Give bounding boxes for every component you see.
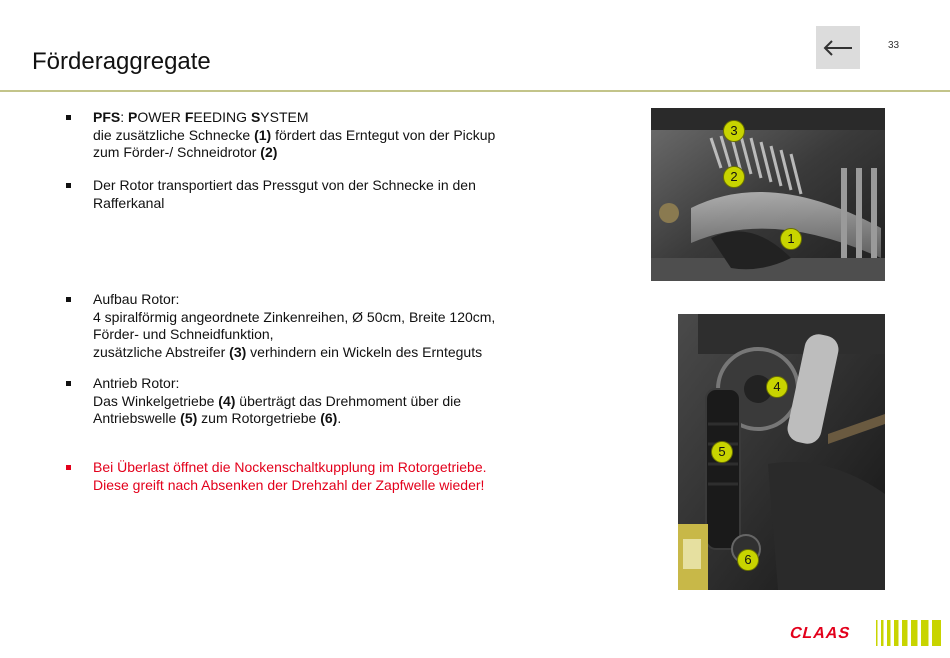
- bullet-text: fördert das Erntegut von der Pickup: [271, 126, 496, 143]
- callout-badge-3: 3: [723, 120, 745, 142]
- bullet-text: Das Winkelgetriebe: [93, 392, 219, 409]
- bullet-line: [93, 375, 546, 393]
- bullet-line: [93, 109, 546, 127]
- bullet-text: Der Rotor transportiert das Pressgut von der Schnecke in den: [93, 177, 476, 193]
- bullet-text: :: [120, 109, 129, 125]
- bullet-line: [93, 144, 546, 162]
- bullet-text-bold: (4): [218, 392, 236, 409]
- bullet-text-bold: (1): [254, 126, 272, 143]
- bullet-line: [93, 459, 546, 477]
- page-number: 33: [888, 40, 900, 51]
- bullet-marker: [66, 381, 71, 386]
- bullet-line: [93, 177, 546, 195]
- bullet-text: Antrieb Rotor:: [93, 375, 180, 391]
- bullet-marker: [66, 465, 71, 470]
- bullet-text: Bei Überlast öffnet die Nockenschaltkupplung im Rotorgetriebe.: [93, 459, 487, 475]
- bullet-text: zum Förder-/ Schneidrotor: [93, 144, 261, 160]
- bullet-text-bold: (6): [320, 410, 338, 426]
- callout-badge-1: 1: [780, 228, 802, 250]
- bullet-line: [93, 393, 546, 411]
- callout-badge-5: 5: [711, 441, 733, 463]
- bullet-text-bold: S: [250, 109, 261, 125]
- drive-photo: [678, 314, 885, 590]
- bullet-text: verhindern ein Wickeln des Ernteguts: [246, 343, 483, 360]
- bullet-text-bold: F: [184, 109, 194, 125]
- bullet-text: 4 spiralförmig angeordnete Zinkenreihen, Ø 50cm, Breite 120cm,: [93, 308, 496, 325]
- back-button[interactable]: [816, 26, 860, 69]
- bullet-text-bold: PFS: [93, 109, 121, 125]
- bullet-line: [93, 477, 546, 495]
- callout-badge-4: 4: [766, 376, 788, 398]
- bullet-item-rotor-construction: [66, 291, 546, 361]
- bullet-text-bold: P: [128, 109, 138, 125]
- bullet-text-bold: (3): [229, 343, 247, 360]
- page-title: Förderaggregate: [32, 48, 211, 75]
- rotor-photo: [651, 108, 885, 281]
- bullet-text: Antriebswelle: [93, 410, 181, 426]
- bullet-marker: [66, 115, 71, 120]
- bullet-text: überträgt das Drehmoment über die: [235, 392, 462, 409]
- bullet-text: YSTEM: [260, 109, 309, 125]
- bullet-text: die zusätzliche Schnecke: [93, 126, 255, 143]
- title-divider: [0, 90, 950, 92]
- bullet-marker: [66, 297, 71, 302]
- bullet-text: Diese greift nach Absenken der Drehzahl der Zapfwelle wieder!: [93, 476, 485, 493]
- callout-badge-6: 6: [737, 549, 759, 571]
- bullet-text: Rafferkanal: [93, 194, 165, 211]
- bullet-line: [93, 344, 546, 362]
- bullet-item-rotor-drive: [66, 375, 546, 428]
- bullet-text: zum Rotorgetriebe: [197, 410, 321, 426]
- bullet-text: Aufbau Rotor:: [93, 291, 180, 307]
- bullet-line: [93, 309, 546, 327]
- bullet-line: [93, 326, 546, 344]
- arrow-left-icon: [822, 39, 854, 57]
- bullet-item-rotor-transport: [66, 177, 546, 212]
- svg-text:CLAAS: CLAAS: [788, 624, 853, 642]
- bullet-text: EEDING: [193, 109, 251, 125]
- bullet-item-pfs: [66, 109, 546, 162]
- bullet-line: [93, 291, 546, 309]
- bullet-text-bold: (5): [180, 410, 198, 426]
- claas-logo: [784, 618, 944, 648]
- bullet-text: .: [337, 410, 342, 426]
- bullet-item-overload-warning: [66, 459, 546, 494]
- bullet-text: OWER: [137, 109, 185, 125]
- bullet-text-bold: (2): [260, 144, 278, 160]
- bullet-line: [93, 195, 546, 213]
- bullet-line: [93, 410, 546, 428]
- bullet-marker: [66, 183, 71, 188]
- bullet-text: Förder- und Schneidfunktion,: [93, 326, 274, 342]
- bullet-line: [93, 127, 546, 145]
- callout-badge-2: 2: [723, 166, 745, 188]
- bullet-text: zusätzliche Abstreifer: [93, 343, 230, 360]
